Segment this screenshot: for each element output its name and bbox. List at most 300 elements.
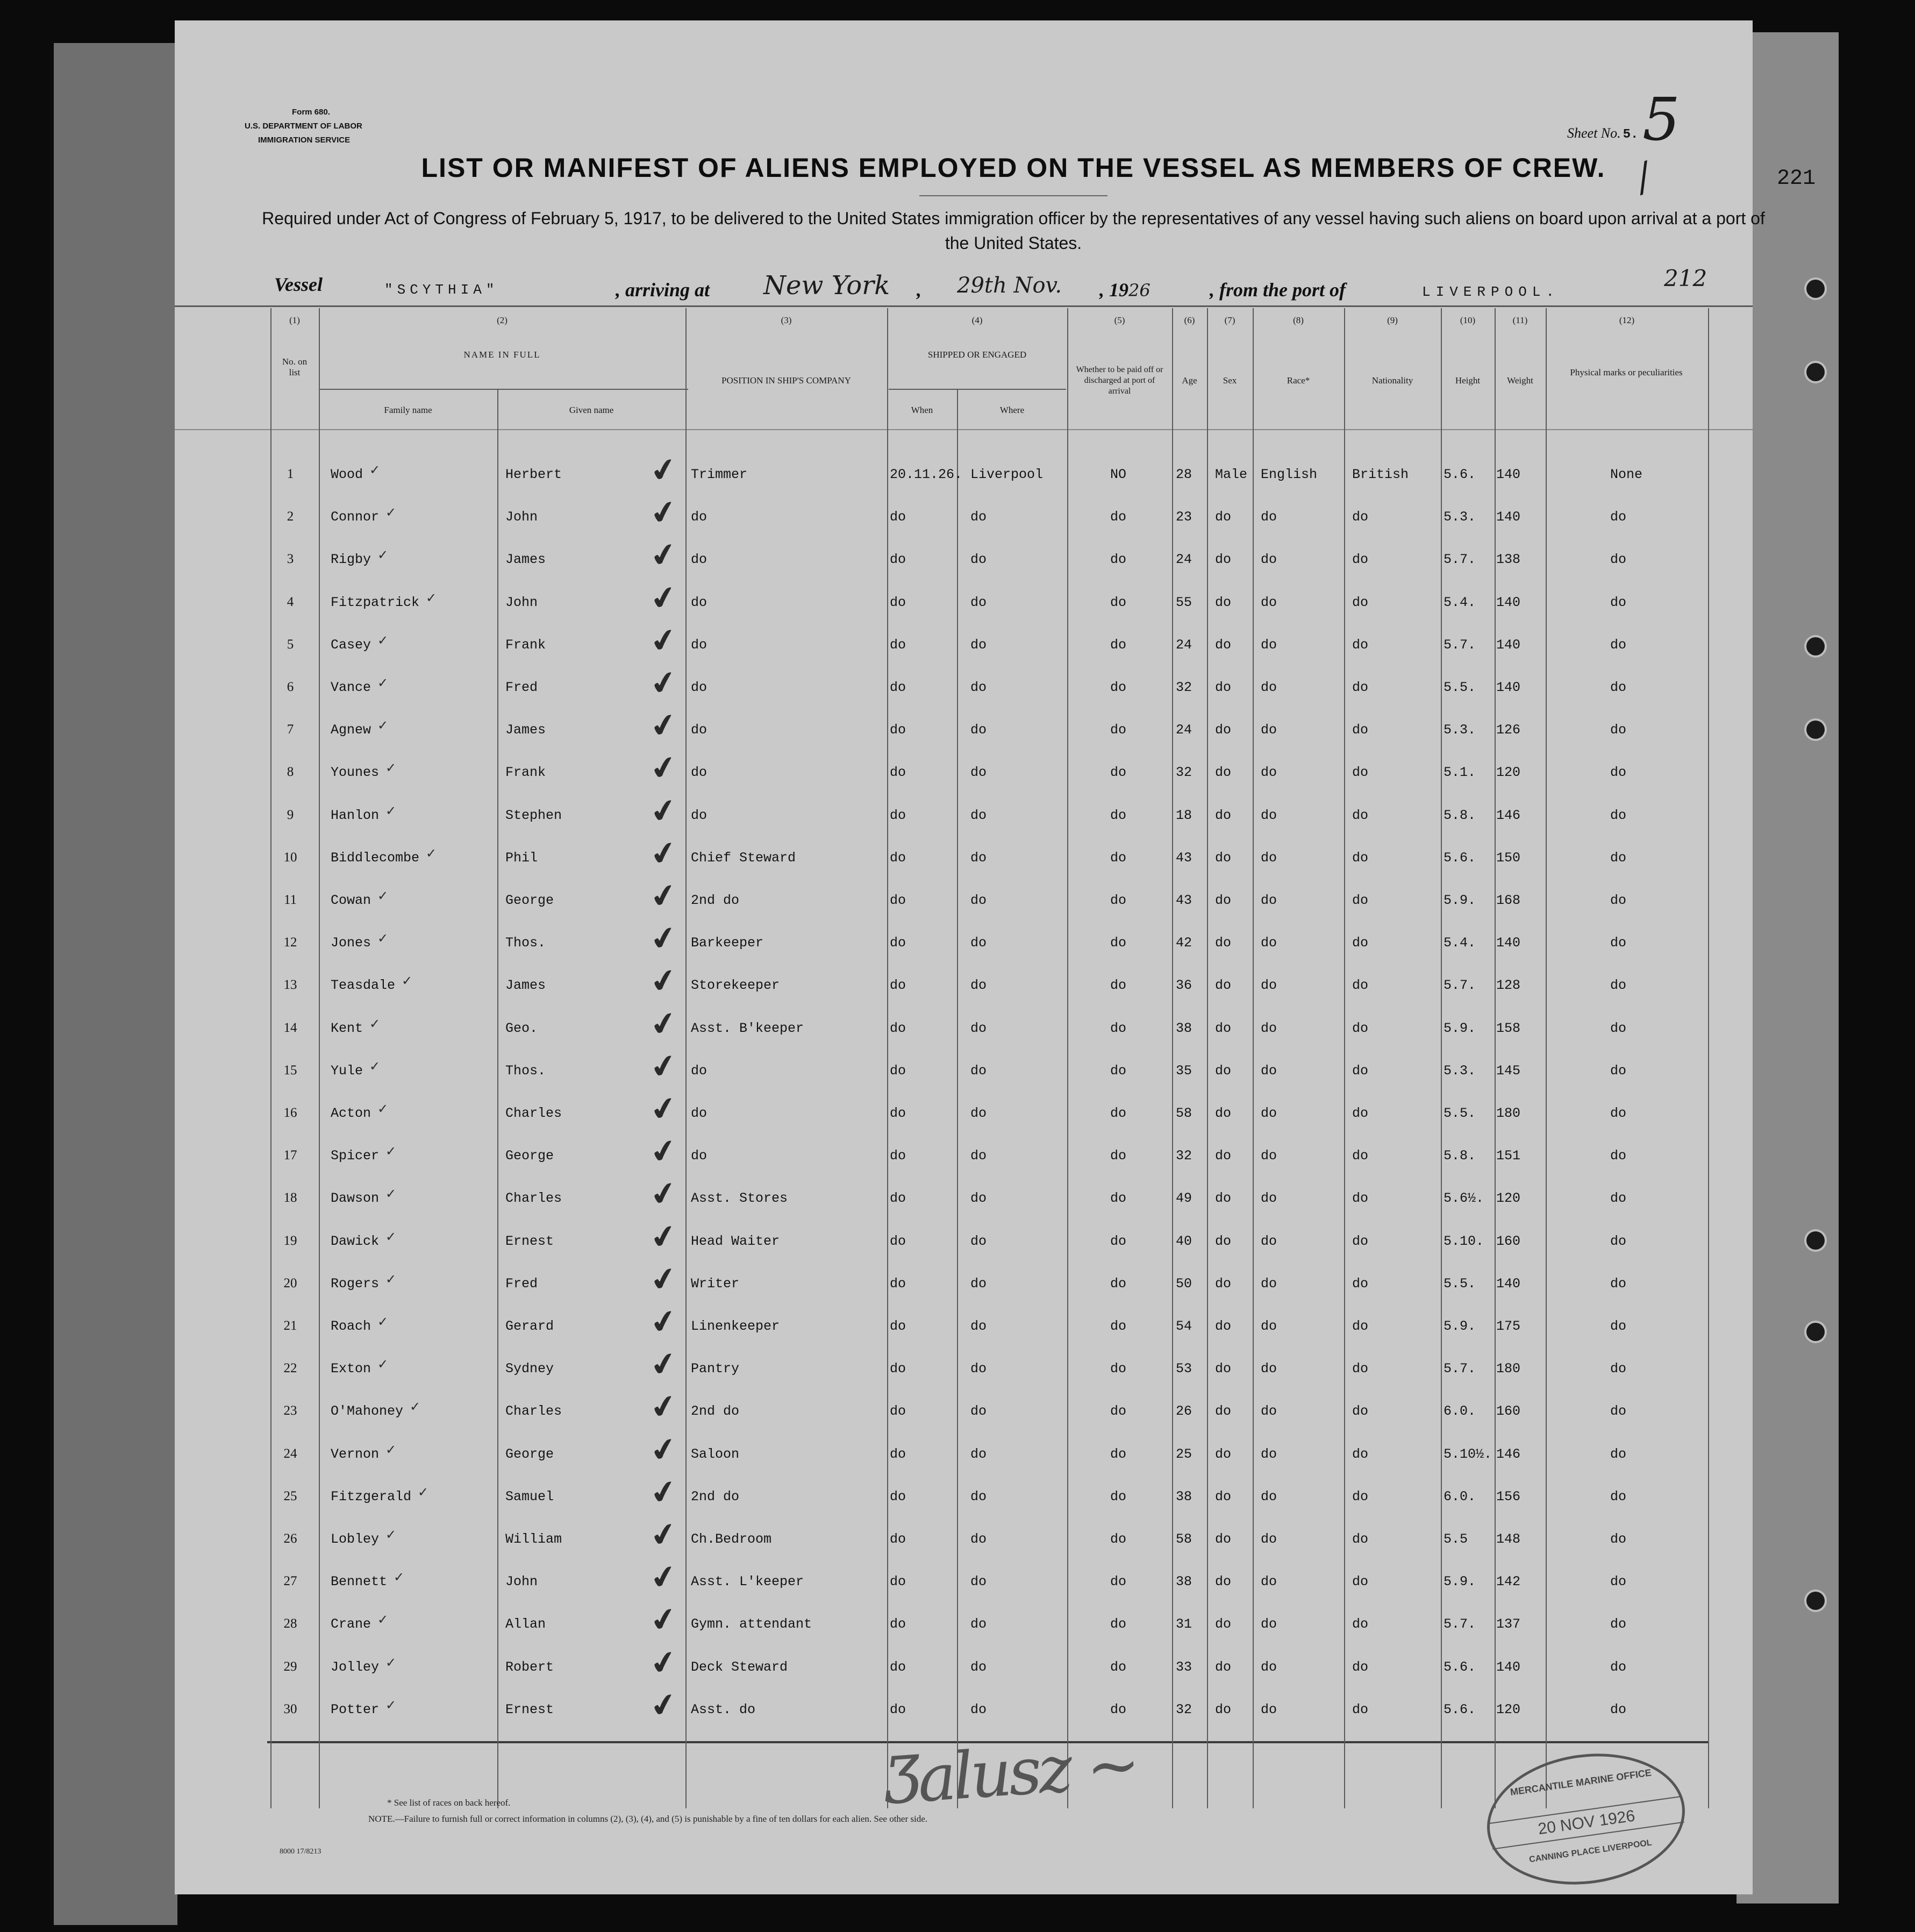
page-subtitle: Required under Act of Congress of February 5, 1917, to be delivered to the United States immigration officer by the representatives of any vessel having such aliens on board upon arrival at a port of the United States. — [262, 209, 1765, 253]
row-shipped-when: do — [890, 552, 906, 567]
row-family-name: Cowan — [331, 893, 371, 908]
row-weight: 137 — [1496, 1616, 1521, 1632]
row-shipped-where: do — [970, 1063, 987, 1079]
row-height: 5.6. — [1444, 467, 1476, 482]
row-nationality: do — [1352, 1063, 1369, 1079]
stamp-date: 20 NOV 1926 — [1489, 1796, 1684, 1850]
row-age: 23 — [1176, 509, 1192, 525]
row-number: 27 — [283, 1574, 297, 1588]
row-shipped-when: do — [890, 722, 906, 738]
row-sex: do — [1215, 1531, 1232, 1547]
col1-number: (1) — [289, 315, 300, 325]
row-race: English — [1261, 467, 1318, 482]
row-shipped-when: do — [890, 1446, 906, 1462]
row-nationality: do — [1352, 1234, 1369, 1249]
col-divider — [497, 389, 498, 1808]
row-family-name: Dawick — [331, 1234, 380, 1249]
row-number: 25 — [283, 1489, 297, 1503]
row-age: 24 — [1176, 722, 1192, 738]
penalty-note: NOTE.—Failure to furnish full or correct information in columns (2), (3), (4), and (5) is punishable by a fine of ten dollars for each alien. See other side. — [368, 1814, 928, 1824]
row-weight: 146 — [1496, 808, 1521, 823]
binding-hole — [1806, 637, 1825, 655]
col12-number: (12) — [1619, 315, 1635, 325]
row-shipped-when: do — [890, 978, 906, 993]
row-age: 53 — [1176, 1361, 1192, 1377]
check-mark-icon: ✔ — [647, 875, 681, 917]
row-age: 24 — [1176, 637, 1192, 653]
check-mark-icon: ✔ — [647, 960, 681, 1002]
row-shipped-when: do — [890, 1489, 906, 1505]
tick-mark-icon: ✓ — [377, 718, 389, 733]
tick-mark-icon: ✓ — [377, 931, 389, 946]
row-family-name: Dawson — [331, 1190, 380, 1206]
tick-mark-icon: ✓ — [377, 1357, 389, 1372]
row-given-name: John — [505, 509, 538, 525]
row-weight: 140 — [1496, 1659, 1521, 1675]
check-mark-icon: ✔ — [647, 747, 681, 789]
row-weight: 140 — [1496, 509, 1521, 525]
row-number: 18 — [283, 1190, 297, 1205]
tick-mark-icon: ✓ — [377, 675, 389, 690]
row-family-name: Vance — [331, 680, 371, 695]
row-position: Linenkeeper — [691, 1318, 780, 1334]
vessel-label: Vessel — [274, 274, 323, 295]
row-position: do — [691, 1148, 708, 1164]
row-weight: 140 — [1496, 680, 1521, 695]
name-subheader-rule — [320, 389, 688, 390]
col-divider — [957, 389, 958, 1808]
row-family-name: Younes — [331, 765, 380, 780]
row-weight: 146 — [1496, 1446, 1521, 1462]
row-marks: do — [1610, 509, 1627, 525]
row-marks: do — [1610, 1489, 1627, 1505]
vessel-name: "SCYTHIA" — [384, 282, 499, 298]
col2-header: NAME IN FULL — [463, 350, 541, 360]
tick-mark-icon: ✓ — [385, 1272, 397, 1287]
row-position: Asst. L'keeper — [691, 1574, 804, 1589]
manifest-sheet — [175, 20, 1765, 1894]
col-divider — [685, 308, 687, 1808]
row-marks: do — [1610, 637, 1627, 653]
row-position: do — [691, 595, 708, 610]
row-paid-off: do — [1110, 1063, 1127, 1079]
year-prefix: , 19 — [1099, 279, 1128, 301]
check-mark-icon: ✔ — [647, 491, 681, 533]
row-sex: do — [1215, 595, 1232, 610]
row-shipped-where: do — [970, 808, 987, 823]
tick-mark-icon: ✓ — [385, 1229, 397, 1244]
row-position: 2nd do — [691, 893, 740, 908]
row-given-name: Herbert — [505, 467, 562, 482]
row-paid-off: do — [1110, 680, 1127, 695]
department-label: U.S. DEPARTMENT OF LABOR — [245, 122, 362, 131]
tick-mark-icon: ✓ — [426, 590, 437, 605]
row-age: 43 — [1176, 850, 1192, 866]
col4-when-header: When — [911, 405, 933, 415]
row-shipped-where: do — [970, 1446, 987, 1462]
row-sex: do — [1215, 978, 1232, 993]
row-number: 17 — [283, 1148, 297, 1163]
row-family-name: Connor — [331, 509, 380, 525]
row-number: 9 — [287, 808, 294, 822]
row-sex: do — [1215, 509, 1232, 525]
row-marks: do — [1610, 1063, 1627, 1079]
check-mark-icon: ✔ — [647, 704, 681, 746]
tick-mark-icon: ✓ — [410, 1399, 421, 1414]
row-position: do — [691, 722, 708, 738]
row-sex: do — [1215, 1574, 1232, 1589]
row-family-name: Lobley — [331, 1531, 380, 1547]
row-number: 8 — [287, 765, 294, 779]
row-paid-off: do — [1110, 1148, 1127, 1164]
row-shipped-when: do — [890, 680, 906, 695]
arriving-port: New York — [763, 270, 890, 301]
row-shipped-where: do — [970, 1702, 987, 1717]
row-sex: do — [1215, 1148, 1232, 1164]
row-shipped-when: do — [890, 1190, 906, 1206]
row-number: 16 — [283, 1106, 297, 1120]
row-paid-off: do — [1110, 1021, 1127, 1036]
tick-mark-icon: ✓ — [377, 1612, 389, 1627]
row-age: 32 — [1176, 680, 1192, 695]
row-shipped-where: do — [970, 722, 987, 738]
row-given-name: George — [505, 1446, 554, 1462]
tick-mark-icon: ✓ — [385, 760, 397, 775]
header-bottom-rule — [175, 429, 1753, 430]
row-paid-off: do — [1110, 1234, 1127, 1249]
check-mark-icon: ✔ — [647, 1003, 681, 1045]
year-suffix: 26 — [1128, 280, 1151, 301]
row-paid-off: do — [1110, 1702, 1127, 1717]
row-race: do — [1261, 1276, 1277, 1292]
check-mark-icon: ✔ — [647, 1343, 681, 1385]
col6-header: Age — [1182, 375, 1197, 386]
row-family-name: Yule — [331, 1063, 363, 1079]
row-height: 5.7. — [1444, 978, 1476, 993]
row-height: 5.9. — [1444, 893, 1476, 908]
row-shipped-where: do — [970, 978, 987, 993]
row-given-name: James — [505, 978, 546, 993]
row-position: 2nd do — [691, 1403, 740, 1419]
row-paid-off: do — [1110, 765, 1127, 780]
check-mark-icon: ✔ — [647, 917, 681, 959]
col12-header: Physical marks or peculiarities — [1570, 367, 1683, 377]
check-mark-icon: ✔ — [647, 1684, 681, 1726]
row-shipped-when: do — [890, 1063, 906, 1079]
row-given-name: Frank — [505, 637, 546, 653]
col10-number: (10) — [1460, 315, 1476, 325]
check-mark-icon: ✔ — [647, 1216, 681, 1258]
row-family-name: Biddlecombe — [331, 850, 420, 866]
row-number: 28 — [283, 1616, 297, 1631]
row-age: 54 — [1176, 1318, 1192, 1334]
row-given-name: Charles — [505, 1106, 562, 1121]
row-sex: do — [1215, 808, 1232, 823]
row-paid-off: do — [1110, 1616, 1127, 1632]
row-weight: 150 — [1496, 850, 1521, 866]
title-rule — [919, 195, 1107, 196]
row-race: do — [1261, 1148, 1277, 1164]
row-family-name: Fitzgerald — [331, 1489, 412, 1505]
row-position: do — [691, 680, 708, 695]
row-shipped-where: do — [970, 1148, 987, 1164]
row-race: do — [1261, 509, 1277, 525]
row-race: do — [1261, 1234, 1277, 1249]
row-shipped-when: do — [890, 893, 906, 908]
row-sex: do — [1215, 1659, 1232, 1675]
col3-header: POSITION IN SHIP'S COMPANY — [721, 375, 851, 386]
row-number: 22 — [283, 1361, 297, 1375]
row-height: 5.4. — [1444, 595, 1476, 610]
tick-mark-icon: ✓ — [377, 1101, 389, 1116]
row-height: 6.0. — [1444, 1403, 1476, 1419]
row-shipped-when: do — [890, 1702, 906, 1717]
row-nationality: do — [1352, 978, 1369, 993]
row-sex: do — [1215, 1318, 1232, 1334]
row-weight: 120 — [1496, 765, 1521, 780]
col-divider — [1495, 308, 1496, 1808]
row-sex: do — [1215, 1446, 1232, 1462]
row-nationality: do — [1352, 1659, 1369, 1675]
row-race: do — [1261, 1531, 1277, 1547]
col-divider — [1546, 308, 1547, 1808]
row-given-name: John — [505, 1574, 538, 1589]
col8-number: (8) — [1293, 315, 1304, 325]
tick-mark-icon: ✓ — [385, 505, 397, 520]
row-shipped-when: do — [890, 1276, 906, 1292]
row-given-name: Gerard — [505, 1318, 554, 1334]
row-shipped-when: do — [890, 1403, 906, 1419]
row-marks: do — [1610, 1148, 1627, 1164]
row-marks: do — [1610, 765, 1627, 780]
check-mark-icon: ✔ — [647, 577, 681, 619]
row-sex: Male — [1215, 467, 1248, 482]
row-given-name: Sydney — [505, 1361, 554, 1377]
check-mark-icon: ✔ — [647, 1045, 681, 1087]
row-family-name: Exton — [331, 1361, 371, 1377]
row-shipped-when: do — [890, 1106, 906, 1121]
row-paid-off: do — [1110, 637, 1127, 653]
row-marks: do — [1610, 808, 1627, 823]
row-given-name: Stephen — [505, 808, 562, 823]
row-marks: do — [1610, 1446, 1627, 1462]
row-position: Asst. B'keeper — [691, 1021, 804, 1036]
row-nationality: do — [1352, 765, 1369, 780]
row-weight: 138 — [1496, 552, 1521, 567]
margin-number-right: 221 — [1777, 167, 1816, 191]
row-age: 28 — [1176, 467, 1192, 482]
row-weight: 140 — [1496, 637, 1521, 653]
col8-header: Race* — [1287, 375, 1310, 386]
col-divider — [270, 308, 271, 1808]
row-family-name: Agnew — [331, 722, 371, 738]
row-marks: do — [1610, 1574, 1627, 1589]
row-position: do — [691, 1106, 708, 1121]
row-paid-off: do — [1110, 1659, 1127, 1675]
sheet-number — [1567, 125, 1638, 142]
row-marks: do — [1610, 1361, 1627, 1377]
row-shipped-when: do — [890, 1148, 906, 1164]
row-number: 2 — [287, 509, 294, 524]
check-mark-icon: ✔ — [647, 1514, 681, 1556]
tick-mark-icon: ✓ — [385, 1186, 397, 1201]
check-mark-icon: ✔ — [647, 1258, 681, 1300]
row-given-name: William — [505, 1531, 562, 1547]
row-marks: do — [1610, 935, 1627, 951]
row-marks: do — [1610, 1659, 1627, 1675]
row-marks: do — [1610, 1106, 1627, 1121]
tick-mark-icon: ✓ — [377, 633, 389, 648]
row-position: Gymn. attendant — [691, 1616, 812, 1632]
row-shipped-where: do — [970, 1318, 987, 1334]
row-shipped-where: do — [970, 1616, 987, 1632]
row-age: 38 — [1176, 1489, 1192, 1505]
row-nationality: do — [1352, 1318, 1369, 1334]
row-sex: do — [1215, 850, 1232, 866]
row-race: do — [1261, 1403, 1277, 1419]
row-given-name: James — [505, 722, 546, 738]
row-shipped-where: do — [970, 1403, 987, 1419]
row-paid-off: do — [1110, 509, 1127, 525]
row-shipped-when: do — [890, 1318, 906, 1334]
row-sex: do — [1215, 893, 1232, 908]
row-height: 5.9. — [1444, 1318, 1476, 1334]
tick-mark-icon: ✓ — [377, 1314, 389, 1329]
row-nationality: do — [1352, 552, 1369, 567]
row-nationality: do — [1352, 1106, 1369, 1121]
row-age: 25 — [1176, 1446, 1192, 1462]
officer-signature: Ӡalusz ~ — [882, 1727, 1140, 1820]
row-race: do — [1261, 1659, 1277, 1675]
row-family-name: Jolley — [331, 1659, 380, 1675]
mercantile-marine-office-stamp — [1478, 1741, 1694, 1897]
row-given-name: George — [505, 1148, 554, 1164]
col10-header: Height — [1455, 375, 1481, 386]
row-family-name: Vernon — [331, 1446, 380, 1462]
row-shipped-where: do — [970, 552, 987, 567]
row-family-name: Spicer — [331, 1148, 380, 1164]
tick-mark-icon: ✓ — [394, 1570, 405, 1585]
row-nationality: do — [1352, 935, 1369, 951]
row-paid-off: do — [1110, 1446, 1127, 1462]
col-divider — [1172, 308, 1173, 1808]
row-shipped-when: do — [890, 1659, 906, 1675]
row-race: do — [1261, 1574, 1277, 1589]
row-age: 32 — [1176, 765, 1192, 780]
row-sex: do — [1215, 1234, 1232, 1249]
row-shipped-when: do — [890, 850, 906, 866]
row-sex: do — [1215, 1190, 1232, 1206]
row-shipped-when: do — [890, 1616, 906, 1632]
row-position: Asst. do — [691, 1702, 756, 1717]
col-divider — [1253, 308, 1254, 1808]
tick-mark-icon: ✓ — [402, 973, 413, 988]
row-number: 21 — [283, 1318, 297, 1333]
row-race: do — [1261, 1489, 1277, 1505]
row-race: do — [1261, 1616, 1277, 1632]
row-height: 5.7. — [1444, 1616, 1476, 1632]
binding-hole — [1806, 1231, 1825, 1250]
row-family-name: Hanlon — [331, 808, 380, 823]
row-race: do — [1261, 722, 1277, 738]
row-shipped-where: do — [970, 1361, 987, 1377]
sheet-label: Sheet No. — [1567, 125, 1621, 141]
row-number: 4 — [287, 595, 294, 609]
row-shipped-when: do — [890, 1021, 906, 1036]
check-mark-icon: ✔ — [647, 1642, 681, 1684]
row-age: 26 — [1176, 1403, 1192, 1419]
row-shipped-where: do — [970, 1489, 987, 1505]
row-nationality: do — [1352, 850, 1369, 866]
tick-mark-icon: ✓ — [426, 846, 437, 861]
row-age: 40 — [1176, 1234, 1192, 1249]
row-shipped-when: do — [890, 1531, 906, 1547]
row-number: 14 — [283, 1021, 297, 1035]
row-position: Barkeeper — [691, 935, 764, 951]
row-number: 19 — [283, 1234, 297, 1248]
row-marks: do — [1610, 595, 1627, 610]
row-race: do — [1261, 1063, 1277, 1079]
row-number: 1 — [287, 467, 294, 481]
row-nationality: do — [1352, 1702, 1369, 1717]
row-family-name: Bennett — [331, 1574, 388, 1589]
binding-hole — [1806, 1323, 1825, 1341]
row-given-name: John — [505, 595, 538, 610]
row-family-name: Jones — [331, 935, 371, 951]
left-binding-strip — [54, 43, 177, 1925]
row-weight: 145 — [1496, 1063, 1521, 1079]
row-shipped-where: do — [970, 1234, 987, 1249]
row-given-name: Charles — [505, 1403, 562, 1419]
row-height: 5.10. — [1444, 1234, 1484, 1249]
col7-header: Sex — [1223, 375, 1237, 386]
row-age: 36 — [1176, 978, 1192, 993]
binding-hole — [1806, 363, 1825, 381]
col-divider — [1441, 308, 1442, 1808]
row-age: 31 — [1176, 1616, 1192, 1632]
races-note: * See list of races on back hereof. — [387, 1798, 511, 1808]
row-nationality: do — [1352, 1361, 1369, 1377]
row-shipped-when: do — [890, 637, 906, 653]
check-mark-icon: ✔ — [647, 1429, 681, 1471]
row-sex: do — [1215, 680, 1232, 695]
row-marks: do — [1610, 850, 1627, 866]
row-paid-off: do — [1110, 893, 1127, 908]
row-height: 5.7. — [1444, 552, 1476, 567]
row-shipped-where: do — [970, 1190, 987, 1206]
check-mark-icon: ✔ — [647, 1173, 681, 1215]
row-weight: 140 — [1496, 1276, 1521, 1292]
row-paid-off: do — [1110, 1276, 1127, 1292]
row-height: 5.6. — [1444, 850, 1476, 866]
row-shipped-where: do — [970, 595, 987, 610]
row-height: 5.7. — [1444, 637, 1476, 653]
col2-number: (2) — [497, 315, 508, 325]
row-paid-off: do — [1110, 1190, 1127, 1206]
row-age: 38 — [1176, 1021, 1192, 1036]
row-family-name: Roach — [331, 1318, 371, 1334]
print-code: 8000 17/8213 — [280, 1848, 321, 1856]
row-shipped-when: do — [890, 808, 906, 823]
row-shipped-when: do — [890, 509, 906, 525]
row-given-name: Fred — [505, 1276, 538, 1292]
row-shipped-where: do — [970, 1276, 987, 1292]
row-given-name: Robert — [505, 1659, 554, 1675]
check-mark-icon: ✔ — [647, 1471, 681, 1513]
row-weight: 160 — [1496, 1234, 1521, 1249]
tick-mark-icon: ✓ — [385, 1442, 397, 1457]
row-shipped-where: do — [970, 637, 987, 653]
